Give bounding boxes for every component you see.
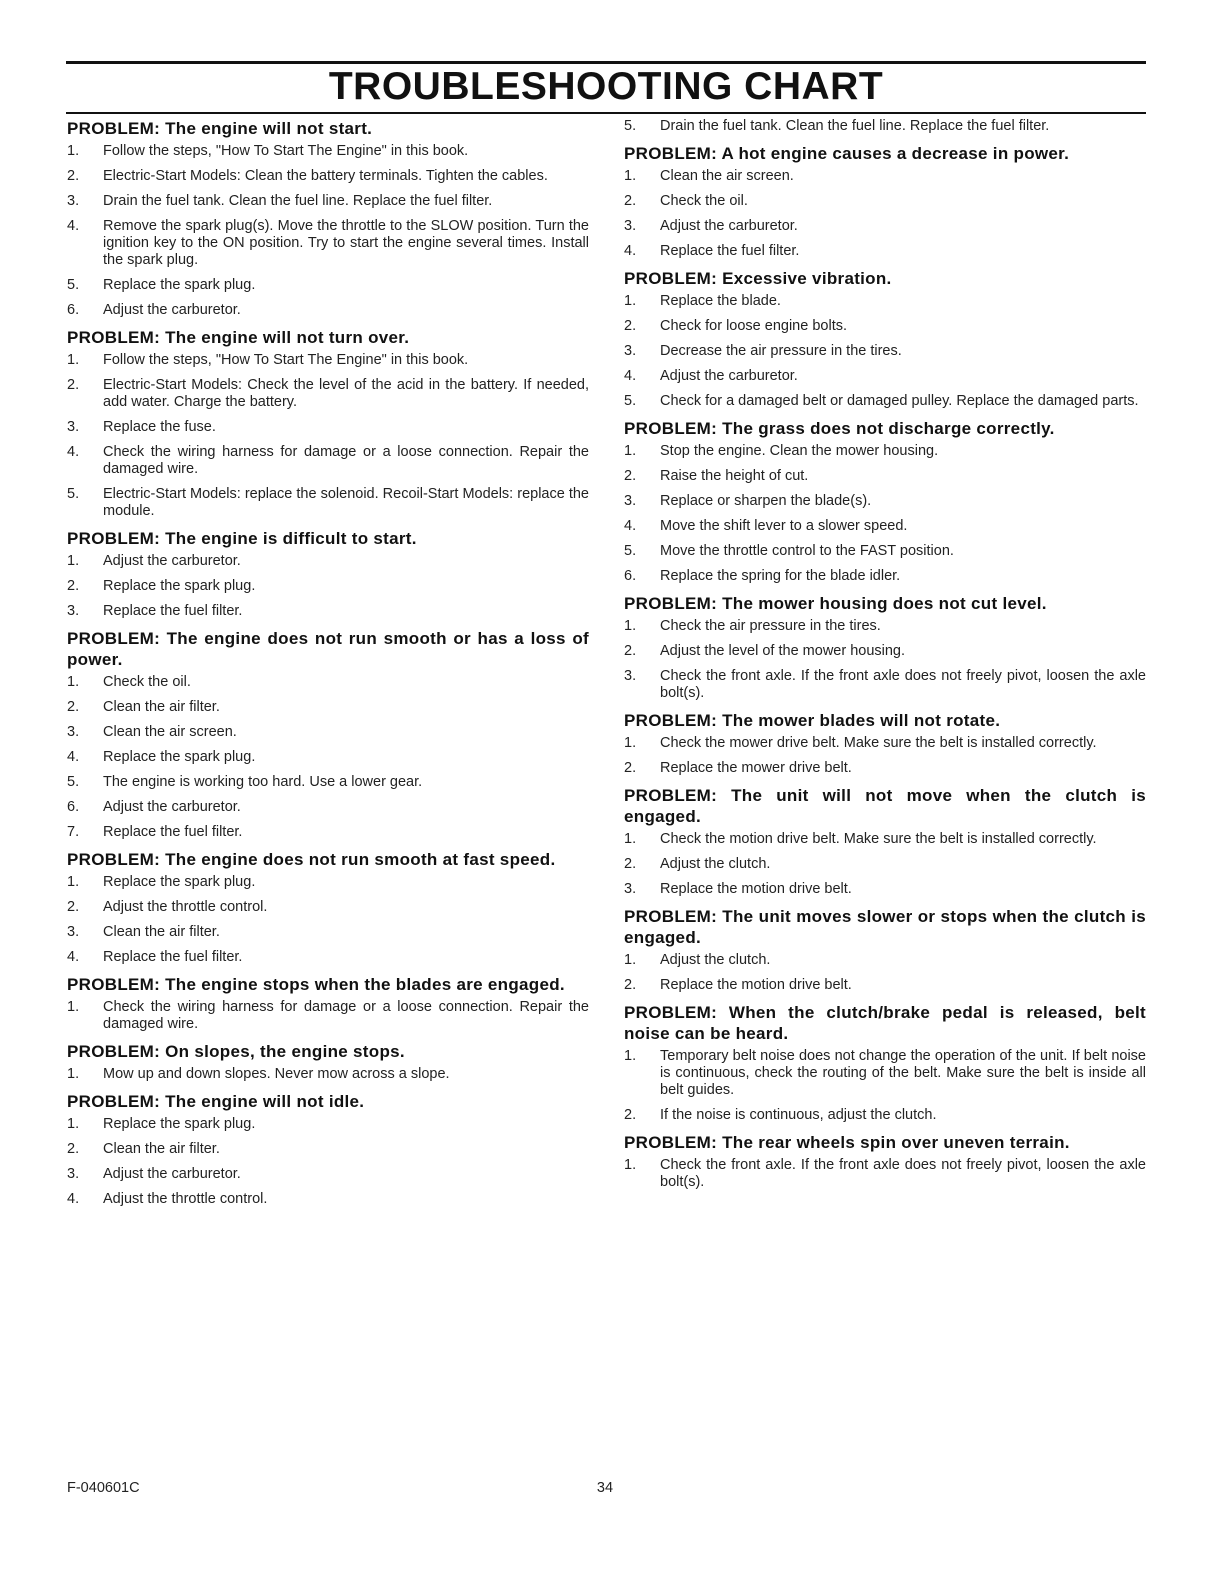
step-number: 2. — [624, 193, 637, 209]
step-item — [624, 343, 1146, 360]
step-text: Replace the fuel filter. — [103, 824, 243, 840]
step-text: Temporary belt noise does not change the operation of the unit. If belt noise is continuous, check the routing of the belt. Make sure the belt is inside all belt guides. — [660, 1048, 1146, 1098]
step-item — [67, 553, 589, 570]
step-item — [67, 824, 589, 841]
step-text: Check for loose engine bolts. — [660, 318, 847, 334]
step-item — [624, 293, 1146, 310]
step-text: If the noise is continuous, adjust the clutch. — [660, 1107, 937, 1123]
step-text: Mow up and down slopes. Never mow across a slope. — [103, 1066, 450, 1082]
step-number: 3. — [67, 419, 80, 435]
problem-section — [67, 849, 589, 966]
step-number: 2. — [67, 899, 80, 915]
solution-steps — [67, 1066, 589, 1083]
problem-text: The engine will not start. — [165, 119, 373, 138]
problem-label: PROBLEM: — [624, 711, 718, 730]
step-number: 1. — [624, 443, 637, 459]
problem-section — [624, 785, 1146, 898]
step-text: Replace the spark plug. — [103, 1116, 256, 1132]
step-text: Adjust the throttle control. — [103, 1191, 268, 1207]
step-number: 1. — [67, 999, 80, 1015]
step-item — [67, 699, 589, 716]
problem-heading — [624, 268, 1146, 289]
step-number: 6. — [67, 799, 80, 815]
step-item — [624, 393, 1146, 410]
step-text: Move the shift lever to a slower speed. — [660, 518, 908, 534]
step-text: Clean the air filter. — [103, 1141, 220, 1157]
solution-steps — [624, 1157, 1146, 1191]
step-item — [67, 749, 589, 766]
problem-label: PROBLEM: — [624, 419, 718, 438]
problem-heading — [67, 327, 589, 348]
step-number: 6. — [624, 568, 637, 584]
step-item — [67, 578, 589, 595]
solution-steps — [67, 352, 589, 520]
step-number: 4. — [67, 218, 80, 234]
step-text: Replace the motion drive belt. — [660, 977, 852, 993]
problem-text: A hot engine causes a decrease in power. — [721, 144, 1070, 163]
step-number: 3. — [624, 218, 637, 234]
step-item — [67, 724, 589, 741]
problem-heading — [67, 628, 589, 670]
solution-steps — [624, 952, 1146, 994]
step-number: 7. — [67, 824, 80, 840]
step-number: 1. — [624, 735, 637, 751]
step-text: Adjust the carburetor. — [103, 553, 241, 569]
step-text: Replace the fuel filter. — [103, 949, 243, 965]
step-number: 5. — [67, 774, 80, 790]
step-item — [67, 874, 589, 891]
problem-section — [624, 593, 1146, 702]
solution-steps — [624, 443, 1146, 585]
step-item — [624, 977, 1146, 994]
step-item — [67, 277, 589, 294]
problem-heading — [624, 1132, 1146, 1153]
step-text: Replace the fuel filter. — [103, 603, 243, 619]
step-item — [67, 1191, 589, 1208]
step-item — [624, 193, 1146, 210]
step-text: Replace the motion drive belt. — [660, 881, 852, 897]
step-text: Clean the air filter. — [103, 924, 220, 940]
step-item — [67, 193, 589, 210]
solution-steps — [624, 1048, 1146, 1124]
step-number: 2. — [67, 1141, 80, 1157]
step-number: 2. — [624, 760, 637, 776]
step-item — [624, 1107, 1146, 1124]
problem-label: PROBLEM: — [67, 1092, 161, 1111]
step-number: 2. — [67, 168, 80, 184]
step-number: 5. — [67, 277, 80, 293]
solution-steps — [624, 831, 1146, 898]
step-number: 3. — [624, 668, 637, 684]
solution-steps — [67, 143, 589, 319]
step-item — [624, 118, 1146, 135]
step-item — [67, 1066, 589, 1083]
problem-heading — [624, 710, 1146, 731]
left-column — [67, 118, 589, 1216]
problem-section — [67, 1041, 589, 1083]
step-item — [624, 168, 1146, 185]
step-text: Adjust the throttle control. — [103, 899, 268, 915]
step-item — [624, 881, 1146, 898]
problem-section — [624, 1132, 1146, 1191]
step-number: 5. — [67, 486, 80, 502]
step-number: 1. — [624, 952, 637, 968]
step-text: Replace the spring for the blade idler. — [660, 568, 901, 584]
document-code: F-040601C — [67, 1480, 140, 1496]
step-text: Replace the blade. — [660, 293, 781, 309]
step-text: Adjust the carburetor. — [660, 218, 798, 234]
problem-section — [67, 974, 589, 1033]
problem-heading — [67, 1091, 589, 1112]
step-text: Replace the fuse. — [103, 419, 216, 435]
step-item — [67, 603, 589, 620]
step-text: Replace the spark plug. — [103, 277, 256, 293]
problem-label: PROBLEM: — [624, 1003, 718, 1022]
step-text: The engine is working too hard. Use a lower gear. — [103, 774, 423, 790]
problem-text: The unit moves slower or stops when the clutch is engaged. — [624, 907, 1146, 947]
step-item — [67, 302, 589, 319]
step-item — [67, 899, 589, 916]
step-text: Check the wiring harness for damage or a loose connection. Repair the damaged wire. — [103, 444, 589, 477]
step-number: 2. — [67, 377, 80, 393]
step-item — [624, 468, 1146, 485]
solution-steps — [67, 999, 589, 1033]
step-text: Adjust the clutch. — [660, 856, 771, 872]
problem-label: PROBLEM: — [67, 975, 161, 994]
page-number: 34 — [596, 1480, 614, 1496]
step-text: Check the front axle. If the front axle does not freely pivot, loosen the axle bolt(s). — [660, 668, 1146, 701]
step-item — [67, 1166, 589, 1183]
step-text: Drain the fuel tank. Clean the fuel line. Replace the fuel filter. — [660, 118, 1050, 134]
step-number: 4. — [624, 243, 637, 259]
step-item — [624, 618, 1146, 635]
problem-label: PROBLEM: — [67, 1042, 161, 1061]
problem-section — [624, 268, 1146, 410]
step-text: Replace the spark plug. — [103, 749, 256, 765]
step-text: Electric-Start Models: replace the solenoid. Recoil-Start Models: replace the module. — [103, 486, 589, 519]
step-number: 3. — [624, 343, 637, 359]
problem-text: The engine stops when the blades are engaged. — [165, 975, 565, 994]
problem-text: The engine is difficult to start. — [165, 529, 417, 548]
step-number: 1. — [624, 1157, 637, 1173]
problem-section — [624, 710, 1146, 777]
step-number: 2. — [624, 643, 637, 659]
problem-text: On slopes, the engine stops. — [165, 1042, 405, 1061]
step-item — [67, 486, 589, 520]
step-text: Raise the height of cut. — [660, 468, 809, 484]
problem-label: PROBLEM: — [67, 529, 161, 548]
problem-heading — [624, 143, 1146, 164]
problem-text: The engine will not turn over. — [165, 328, 410, 347]
step-number: 1. — [624, 1048, 637, 1064]
step-item — [624, 760, 1146, 777]
step-item — [624, 831, 1146, 848]
step-item — [624, 568, 1146, 585]
step-item — [67, 419, 589, 436]
problem-text: The grass does not discharge correctly. — [722, 419, 1055, 438]
step-number: 4. — [67, 749, 80, 765]
step-number: 1. — [67, 352, 80, 368]
step-text: Clean the air screen. — [103, 724, 237, 740]
step-number: 1. — [624, 831, 637, 847]
problem-section — [624, 906, 1146, 994]
solution-steps — [67, 553, 589, 620]
solution-steps — [624, 618, 1146, 702]
step-text: Adjust the carburetor. — [660, 368, 798, 384]
step-item — [67, 924, 589, 941]
problem-section — [624, 143, 1146, 260]
solution-steps — [67, 674, 589, 841]
step-number: 3. — [624, 493, 637, 509]
step-number: 1. — [624, 168, 637, 184]
problem-label: PROBLEM: — [624, 1133, 718, 1152]
step-text: Clean the air filter. — [103, 699, 220, 715]
problem-section — [67, 528, 589, 620]
problem-section — [624, 418, 1146, 585]
problem-label: PROBLEM: — [624, 786, 718, 805]
step-number: 3. — [67, 924, 80, 940]
step-text: Remove the spark plug(s). Move the throttle to the SLOW position. Turn the ignition key to the ON position. Try to start the engine several times. Install the spark plug. — [103, 218, 589, 268]
problem-text: The rear wheels spin over uneven terrain. — [722, 1133, 1070, 1152]
problem-heading — [624, 906, 1146, 948]
step-text: Electric-Start Models: Check the level of the acid in the battery. If needed, add water. Charge the battery. — [103, 377, 589, 410]
problem-heading — [624, 593, 1146, 614]
step-text: Replace the mower drive belt. — [660, 760, 852, 776]
problem-text: The mower housing does not cut level. — [722, 594, 1047, 613]
problem-label: PROBLEM: — [624, 144, 718, 163]
step-number: 1. — [67, 553, 80, 569]
step-item — [624, 543, 1146, 560]
right-column — [624, 118, 1146, 1199]
step-number: 4. — [624, 518, 637, 534]
problem-heading — [624, 418, 1146, 439]
step-number: 3. — [624, 881, 637, 897]
step-item — [67, 444, 589, 478]
solution-steps — [67, 874, 589, 966]
step-number: 5. — [624, 118, 637, 134]
step-item — [624, 643, 1146, 660]
step-text: Stop the engine. Clean the mower housing. — [660, 443, 939, 459]
step-number: 1. — [67, 143, 80, 159]
step-item — [624, 368, 1146, 385]
step-text: Clean the air screen. — [660, 168, 794, 184]
step-item — [624, 856, 1146, 873]
step-text: Replace the fuel filter. — [660, 243, 800, 259]
problem-section — [67, 1091, 589, 1208]
step-text: Check the motion drive belt. Make sure the belt is installed correctly. — [660, 831, 1097, 847]
step-text: Drain the fuel tank. Clean the fuel line. Replace the fuel filter. — [103, 193, 493, 209]
step-number: 2. — [624, 468, 637, 484]
step-number: 2. — [624, 856, 637, 872]
problem-section — [67, 327, 589, 520]
step-item — [67, 999, 589, 1033]
step-text: Check the air pressure in the tires. — [660, 618, 881, 634]
problem-section — [67, 118, 589, 319]
problem-heading — [67, 528, 589, 549]
step-number: 6. — [67, 302, 80, 318]
step-number: 2. — [67, 699, 80, 715]
step-number: 2. — [624, 1107, 637, 1123]
step-item — [67, 218, 589, 269]
solution-steps — [67, 1116, 589, 1208]
problem-label: PROBLEM: — [624, 907, 718, 926]
step-item — [624, 1048, 1146, 1099]
step-number: 3. — [67, 1166, 80, 1182]
step-text: Follow the steps, "How To Start The Engine" in this book. — [103, 143, 469, 159]
step-number: 2. — [624, 977, 637, 993]
step-number: 2. — [67, 578, 80, 594]
problem-text: When the clutch/brake pedal is released, belt noise can be heard. — [624, 1003, 1146, 1043]
step-item — [67, 1141, 589, 1158]
step-item — [67, 774, 589, 791]
step-text: Replace the spark plug. — [103, 874, 256, 890]
problem-section — [67, 628, 589, 841]
step-text: Check the mower drive belt. Make sure the belt is installed correctly. — [660, 735, 1097, 751]
problem-label: PROBLEM: — [67, 629, 161, 648]
step-number: 2. — [624, 318, 637, 334]
step-text: Adjust the carburetor. — [103, 799, 241, 815]
step-item — [67, 168, 589, 185]
problem-heading — [624, 785, 1146, 827]
step-number: 1. — [624, 618, 637, 634]
step-number: 1. — [67, 874, 80, 890]
step-text: Move the throttle control to the FAST position. — [660, 543, 954, 559]
problem-heading — [67, 118, 589, 139]
continued-steps — [624, 118, 1146, 135]
step-item — [67, 1116, 589, 1133]
step-item — [624, 218, 1146, 235]
step-item — [67, 949, 589, 966]
step-item — [624, 518, 1146, 535]
step-number: 4. — [67, 444, 80, 460]
step-item — [67, 377, 589, 411]
step-number: 4. — [624, 368, 637, 384]
problem-label: PROBLEM: — [67, 850, 161, 869]
step-text: Replace the spark plug. — [103, 578, 256, 594]
step-number: 1. — [624, 293, 637, 309]
solution-steps — [624, 293, 1146, 410]
step-number: 1. — [67, 1066, 80, 1082]
problem-heading — [67, 849, 589, 870]
step-text: Decrease the air pressure in the tires. — [660, 343, 902, 359]
problem-text: The engine does not run smooth at fast speed. — [165, 850, 556, 869]
step-text: Check for a damaged belt or damaged pulley. Replace the damaged parts. — [660, 393, 1139, 409]
problem-heading — [67, 1041, 589, 1062]
step-item — [624, 493, 1146, 510]
problem-heading — [67, 974, 589, 995]
step-text: Adjust the carburetor. — [103, 1166, 241, 1182]
problem-heading — [624, 1002, 1146, 1044]
step-item — [624, 1157, 1146, 1191]
step-number: 3. — [67, 724, 80, 740]
step-text: Check the wiring harness for damage or a loose connection. Repair the damaged wire. — [103, 999, 589, 1032]
step-item — [624, 318, 1146, 335]
solution-steps — [624, 735, 1146, 777]
step-number: 4. — [67, 949, 80, 965]
step-number: 1. — [67, 674, 80, 690]
step-number: 3. — [67, 603, 80, 619]
problem-text: The unit will not move when the clutch is engaged. — [624, 786, 1146, 826]
step-text: Adjust the carburetor. — [103, 302, 241, 318]
step-item — [67, 352, 589, 369]
step-number: 1. — [67, 1116, 80, 1132]
step-text: Check the oil. — [103, 674, 191, 690]
problem-text: The mower blades will not rotate. — [722, 711, 1001, 730]
step-item — [624, 668, 1146, 702]
step-text: Follow the steps, "How To Start The Engine" in this book. — [103, 352, 469, 368]
problem-label: PROBLEM: — [67, 119, 161, 138]
step-item — [624, 243, 1146, 260]
page-title: TROUBLESHOOTING CHART — [328, 65, 884, 108]
step-text: Adjust the level of the mower housing. — [660, 643, 906, 659]
problem-section — [624, 1002, 1146, 1124]
step-text: Replace or sharpen the blade(s). — [660, 493, 872, 509]
step-number: 4. — [67, 1191, 80, 1207]
solution-steps — [624, 168, 1146, 260]
step-number: 3. — [67, 193, 80, 209]
title-underline — [66, 112, 1146, 114]
step-item — [624, 443, 1146, 460]
problem-text: Excessive vibration. — [722, 269, 892, 288]
step-item — [67, 143, 589, 160]
step-text: Adjust the clutch. — [660, 952, 771, 968]
problem-text: The engine will not idle. — [165, 1092, 365, 1111]
step-text: Check the oil. — [660, 193, 748, 209]
step-number: 5. — [624, 543, 637, 559]
problem-label: PROBLEM: — [67, 328, 161, 347]
step-item — [67, 799, 589, 816]
problem-label: PROBLEM: — [624, 269, 718, 288]
problem-label: PROBLEM: — [624, 594, 718, 613]
step-text: Check the front axle. If the front axle does not freely pivot, loosen the axle bolt(s). — [660, 1157, 1146, 1190]
step-item — [67, 674, 589, 691]
step-item — [624, 735, 1146, 752]
step-number: 5. — [624, 393, 637, 409]
problem-text: The engine does not run smooth or has a loss of power. — [67, 629, 589, 669]
step-text: Electric-Start Models: Clean the battery terminals. Tighten the cables. — [103, 168, 548, 184]
step-item — [624, 952, 1146, 969]
